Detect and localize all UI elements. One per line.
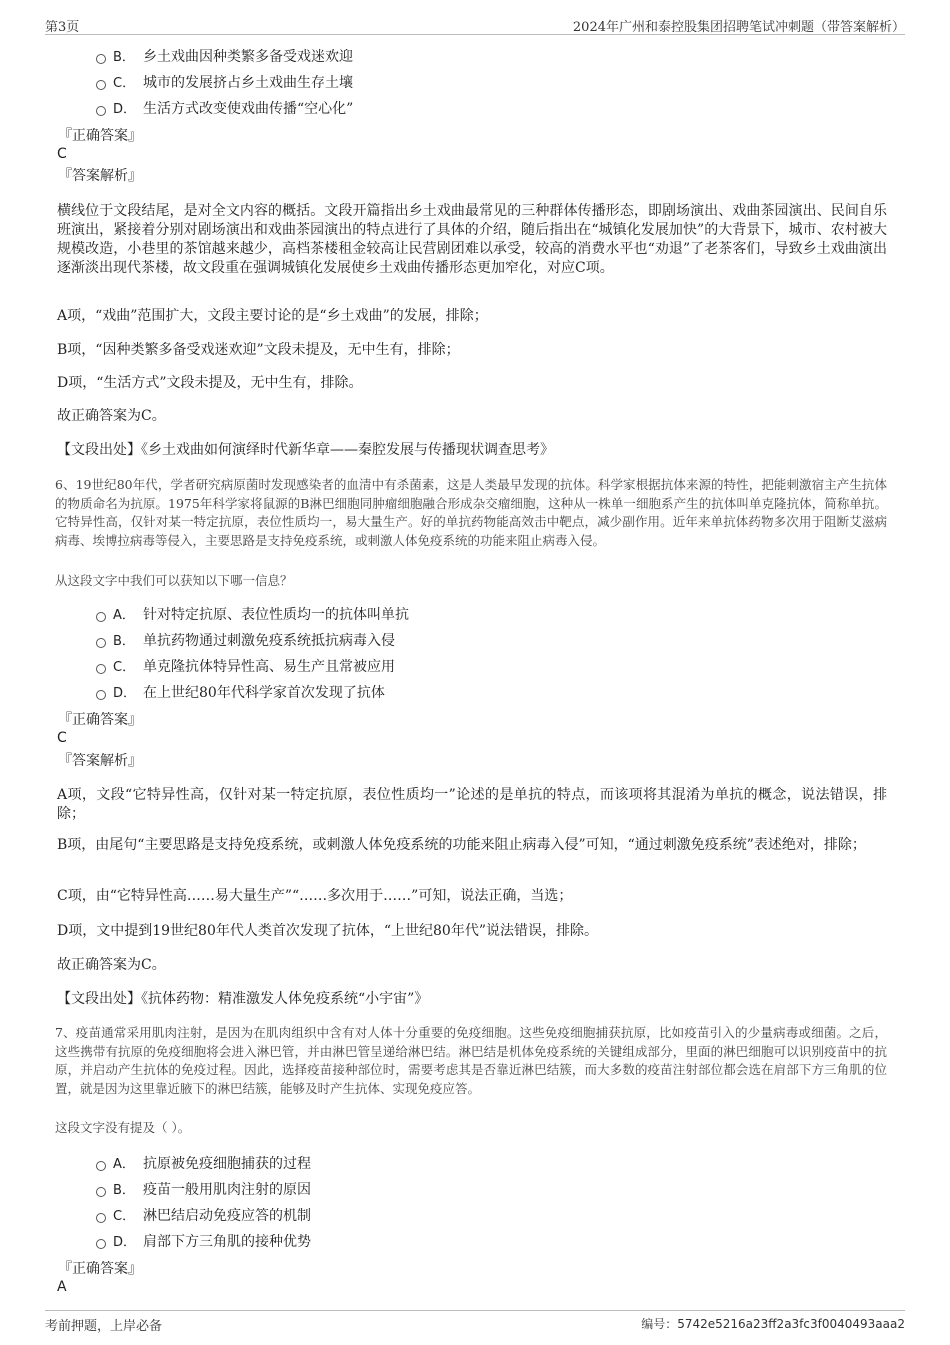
q5-analysis-option-d: D项，“生活方式”文段未提及，无中生有，排除。 (57, 375, 363, 391)
q6-option-a[interactable]: A． 针对特定抗原、表位性质均一的抗体叫单抗 (96, 606, 409, 625)
radio-icon[interactable] (96, 612, 106, 622)
q6-source: 【文段出处】《抗体药物：精准激发人体免疫系统“小宇宙”》 (57, 991, 429, 1007)
radio-icon[interactable] (96, 1213, 106, 1223)
q6-question: 从这段文字中我们可以获知以下哪一信息？ (55, 573, 293, 588)
q5-analysis-option-b: B项，“因种类繁多备受戏迷欢迎”文段未提及，无中生有，排除； (57, 342, 460, 358)
q5-conclusion: 故正确答案为C。 (57, 408, 166, 424)
q7-option-b[interactable]: B． 疫苗一般用肌肉注射的原因 (96, 1181, 311, 1200)
q6-analysis-label: 『答案解析』 (58, 753, 142, 769)
q6-stem: 6、19世纪80年代，学者研究病原菌时发现感染者的血清中有杀菌素，这是人类最早发现的抗体。科学家根据抗体来源的特性，把能刺激宿主产生抗体的物质命名为抗原。1975年科学家将鼠源的B淋巴细胞同肿瘤细胞融合形成杂交瘤细胞，这种从一株单一细胞系产生的抗体叫单克隆抗体，简称单抗。它特异性高，仅针对某一特定抗原，表位性质均一，易大量生产。好的单抗药物能高效击中靶点，减少副作用。近年来单抗体药物多次用于阻断艾滋病病毒、埃博拉病毒等侵入，主要思路是支持免疫系统，或刺激人体免疫系统的功能来阻止病毒入侵。 (55, 477, 887, 548)
q6-answer: C (57, 730, 67, 746)
radio-icon[interactable] (96, 80, 106, 90)
q7-option-c[interactable]: C． 淋巴结启动免疫应答的机制 (96, 1207, 311, 1226)
q6-analysis-option-a: A项，文段“它特异性高，仅针对某一特定抗原，表位性质均一”论述的是单抗的特点，而该项将其混淆为单抗的概念，说法错误，排除； (57, 787, 887, 822)
radio-icon[interactable] (96, 690, 106, 700)
q6-option-b[interactable]: B． 单抗药物通过刺激免疫系统抵抗病毒入侵 (96, 632, 395, 651)
page-number: 第3页 (45, 20, 80, 35)
q5-option-c[interactable]: C． 城市的发展挤占乡土戏曲生存土壤 (96, 74, 353, 93)
q5-answer: C (57, 146, 67, 162)
q6-analysis-option-d: D项，文中提到19世纪80年代人类首次发现了抗体，“上世纪80年代”说法错误，排除。 (57, 923, 598, 939)
footer-slogan: 考前押题，上岸必备 (45, 1319, 163, 1334)
page-header (45, 14, 905, 35)
radio-icon[interactable] (96, 638, 106, 648)
q6-option-d[interactable]: D． 在上世纪80年代科学家首次发现了抗体 (96, 684, 385, 703)
q5-option-d[interactable]: D． 生活方式改变使戏曲传播“空心化” (96, 100, 353, 119)
q6-analysis-option-c: C项，由“它特异性高……易大量生产”“……多次用于……”可知，说法正确，当选； (57, 888, 573, 904)
radio-icon[interactable] (96, 54, 106, 64)
q7-answer: A (57, 1279, 67, 1295)
page-footer (45, 1310, 905, 1333)
q6-analysis-option-b: B项，由尾句“主要思路是支持免疫系统，或刺激人体免疫系统的功能来阻止病毒入侵”可知，“通过刺激免疫系统”表述绝对，排除； (57, 837, 866, 853)
q5-analysis-option-a: A项，“戏曲”范围扩大，文段主要讨论的是“乡土戏曲”的发展，排除； (57, 308, 488, 324)
radio-icon[interactable] (96, 1161, 106, 1171)
q5-analysis-label: 『答案解析』 (58, 168, 142, 184)
q7-question: 这段文字没有提及（ ）。 (55, 1120, 191, 1135)
q6-option-c[interactable]: C． 单克隆抗体特异性高、易生产且常被应用 (96, 658, 395, 677)
radio-icon[interactable] (96, 664, 106, 674)
radio-icon[interactable] (96, 1239, 106, 1249)
q5-option-b[interactable]: B． 乡土戏曲因种类繁多备受戏迷欢迎 (96, 48, 353, 67)
q7-option-d[interactable]: D． 肩部下方三角肌的接种优势 (96, 1233, 311, 1252)
document-title: 2024年广州和泰控股集团招聘笔试冲刺题（带答案解析） (572, 20, 905, 35)
q7-answer-label: 『正确答案』 (58, 1261, 142, 1277)
q5-source: 【文段出处】《乡土戏曲如何演绎时代新华章——秦腔发展与传播现状调查思考》 (57, 442, 554, 458)
radio-icon[interactable] (96, 106, 106, 116)
q5-analysis-paragraph: 横线位于文段结尾，是对全文内容的概括。文段开篇指出乡土戏曲最常见的三种群体传播形态，即剧场演出、戏曲茶园演出、民间自乐班演出，紧接着分别对剧场演出和戏曲茶园演出的特点进行了具体的介绍，随后指出在“城镇化发展加快”的大背景下，城市、农村被大规模改造，小巷里的茶馆越来越少，高档茶楼租金较高让民营剧团难以承受，较高的消费水平也“劝退”了老茶客们，导致乡土戏曲演出逐渐淡出现代茶楼，故文段重在强调城镇化发展使乡土戏曲传播形态更加窄化，对应C项。 (57, 203, 887, 276)
q6-conclusion: 故正确答案为C。 (57, 957, 166, 973)
q7-option-a[interactable]: A． 抗原被免疫细胞捕获的过程 (96, 1155, 311, 1174)
q7-stem: 7、疫苗通常采用肌肉注射，是因为在肌肉组织中含有对人体十分重要的免疫细胞。这些免疫细胞捕获抗原，比如疫苗引入的少量病毒或细菌。之后，这些携带有抗原的免疫细胞将会进入淋巴管，并由淋巴管呈递给淋巴结。淋巴结是机体免疫系统的关键组成部分，里面的淋巴细胞可以识别疫苗中的抗原，并启动产生抗体的免疫过程。因此，选择疫苗接种部位时，需要考虑其是否靠近淋巴结簇，而大多数的疫苗注射部位都会选在肩部下方三角肌的位置，就是因为这里靠近腋下的淋巴结簇，能够及时产生抗体、实现免疫应答。 (55, 1025, 887, 1096)
q6-answer-label: 『正确答案』 (58, 712, 142, 728)
q5-answer-label: 『正确答案』 (58, 128, 142, 144)
radio-icon[interactable] (96, 1187, 106, 1197)
footer-code: 编号：5742e5216a23ff2a3fc3f0040493aaa2 (641, 1317, 905, 1331)
